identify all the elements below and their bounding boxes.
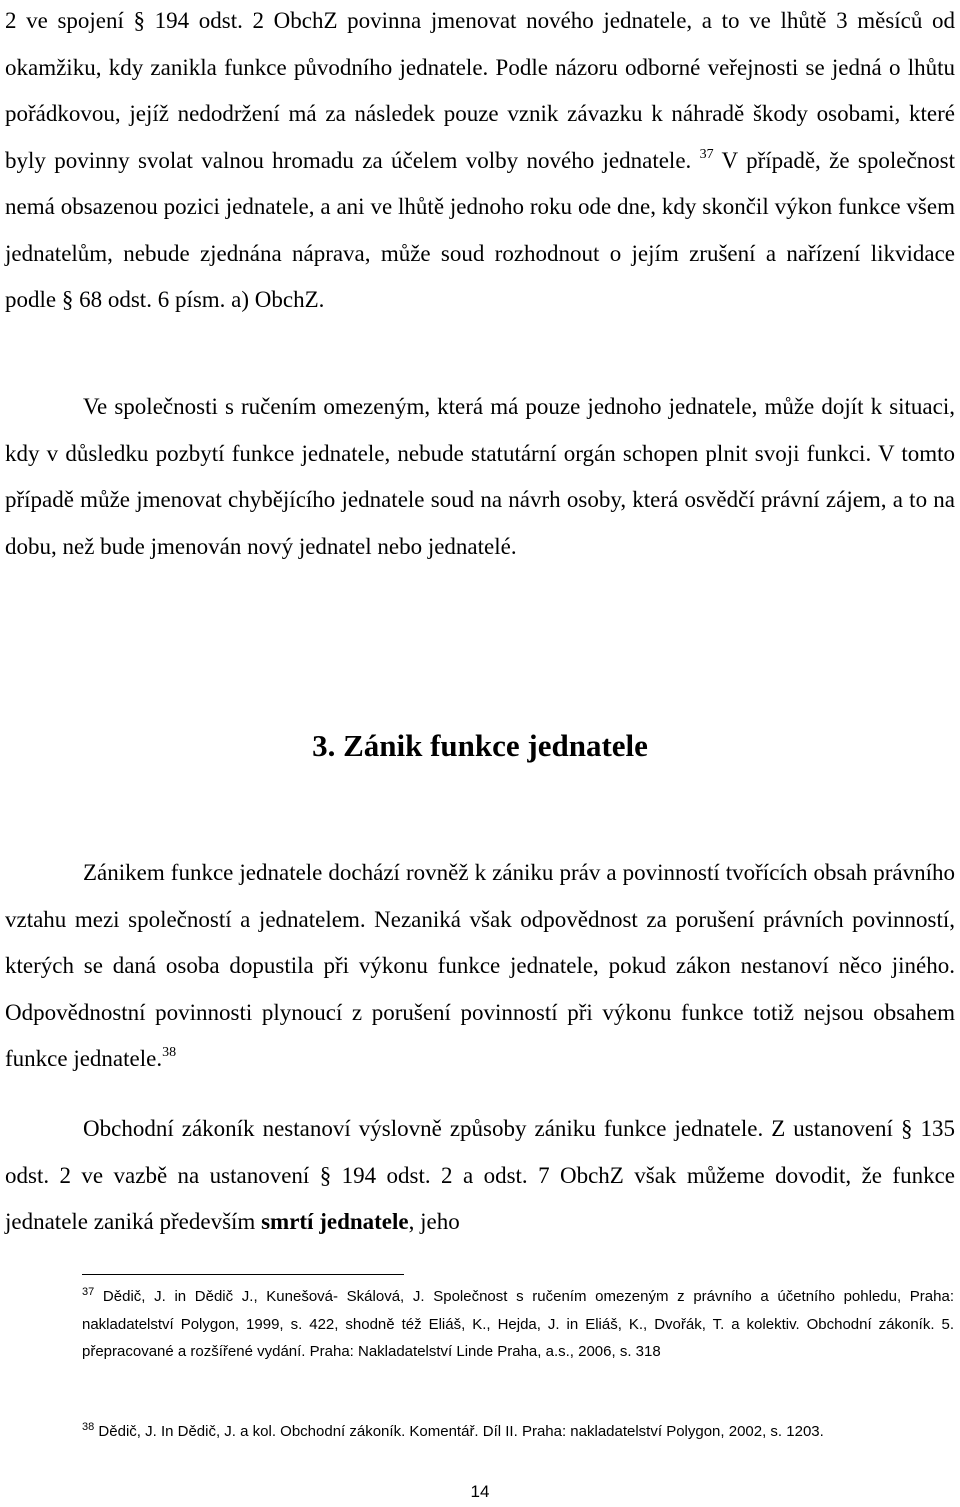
footnote-ref-37[interactable]: 37 [699,146,714,162]
paragraph-4-text-a: Obchodní zákoník nestanoví výslovně způsoby zániku funkce jednatele. Z ustanovení § 135 odst. 2 ve vazbě na ustanovení § 194 odst. 2 a odst. 7 ObchZ však můžeme dovodit, že funkce jednatele zaniká především [5,1116,955,1234]
paragraph-4 [5,1106,955,1246]
footnote-37-number: 37 [82,1286,95,1298]
paragraph-3-text: Zánikem funkce jednatele dochází rovněž k zániku práv a povinností tvořících obsah právního vztahu mezi společností a jednatelem. Nezaniká však odpovědnost za porušení právních povinností, kterých se daná osoba dopustila při výkonu funkce jednatele, pokud zákon nestanoví něco jiného. Odpovědnostní povinnosti plynoucí z porušení povinností při výkonu funkce totiž nejsou obsahem funkce jednatele. [5,860,955,1071]
paragraph-1-text-b: V případě, že společnost nemá obsazenou pozici jednatele, a ani ve lhůtě jednoho roku ode dne, kdy skončil výkon funkce všem jednatelům, nebude zjednána náprava, může soud rozhodnout o jejím zrušení a nařízení likvidace podle § 68 odst. 6 písm. a) ObchZ. [5,147,955,312]
paragraph-2 [5,384,955,570]
footnote-38-number: 38 [82,1421,95,1433]
page-number: 14 [470,1482,490,1501]
paragraph-4-text-b: , jeho [408,1209,460,1234]
footnote-separator [82,1274,404,1275]
paragraph-1-text-a: 2 ve spojení § 194 odst. 2 ObchZ povinna jmenovat nového jednatele, a to ve lhůtě 3 měsíců od okamžiku, kdy zanikla funkce původního jednatele. Podle názoru odborné veřejnosti se jedná o lhůtu pořádkovou, jejíž nedodržení má za následek pouze vznik závazku k náhradě škody osobami, které byly povinny svolat valnou hromadu za účelem volby nového jednatele. [5,8,955,173]
paragraph-1 [5,0,955,324]
footnote-38-text: Dědič, J. In Dědič, J. a kol. Obchodní zákoník. Komentář. Díl II. Praha: nakladatelství Polygon, 2002, s. 1203. [98,1423,824,1440]
paragraph-2-text: Ve společnosti s ručením omezeným, která má pouze jednoho jednatele, může dojít k situaci, kdy v důsledku pozbytí funkce jednatele, nebude statutární orgán schopen plnit svoji funkci. V tomto případě může jmenovat chybějícího jednatele soud na návrh osoby, která osvědčí právní zájem, a to na dobu, než bude jmenován nový jednatel nebo jednatelé. [5,394,955,559]
paragraph-4-bold: smrtí jednatele [261,1209,409,1234]
section-heading: 3. Zánik funkce jednatele [312,728,648,763]
footnote-37-text: Dědič, J. in Dědič J., Kunešová- Skálová, J. Společnost s ručením omezeným z právního a účetního pohledu, Praha: nakladatelství Polygon, 1999, s. 422, shodně též Eliáš, K., Hejda, J. in Eliáš, K., Dvořák, T. a kolektiv. Obchodní zákoník. 5. přepracované a rozšířené vydání. Praha: Nakladatelství Linde Praha, a.s., 2006, s. 318 [82,1288,954,1360]
paragraph-3 [5,850,955,1083]
footnote-38 [82,1418,954,1446]
footnote-37 [82,1283,954,1366]
footnote-ref-38[interactable]: 38 [162,1045,177,1060]
